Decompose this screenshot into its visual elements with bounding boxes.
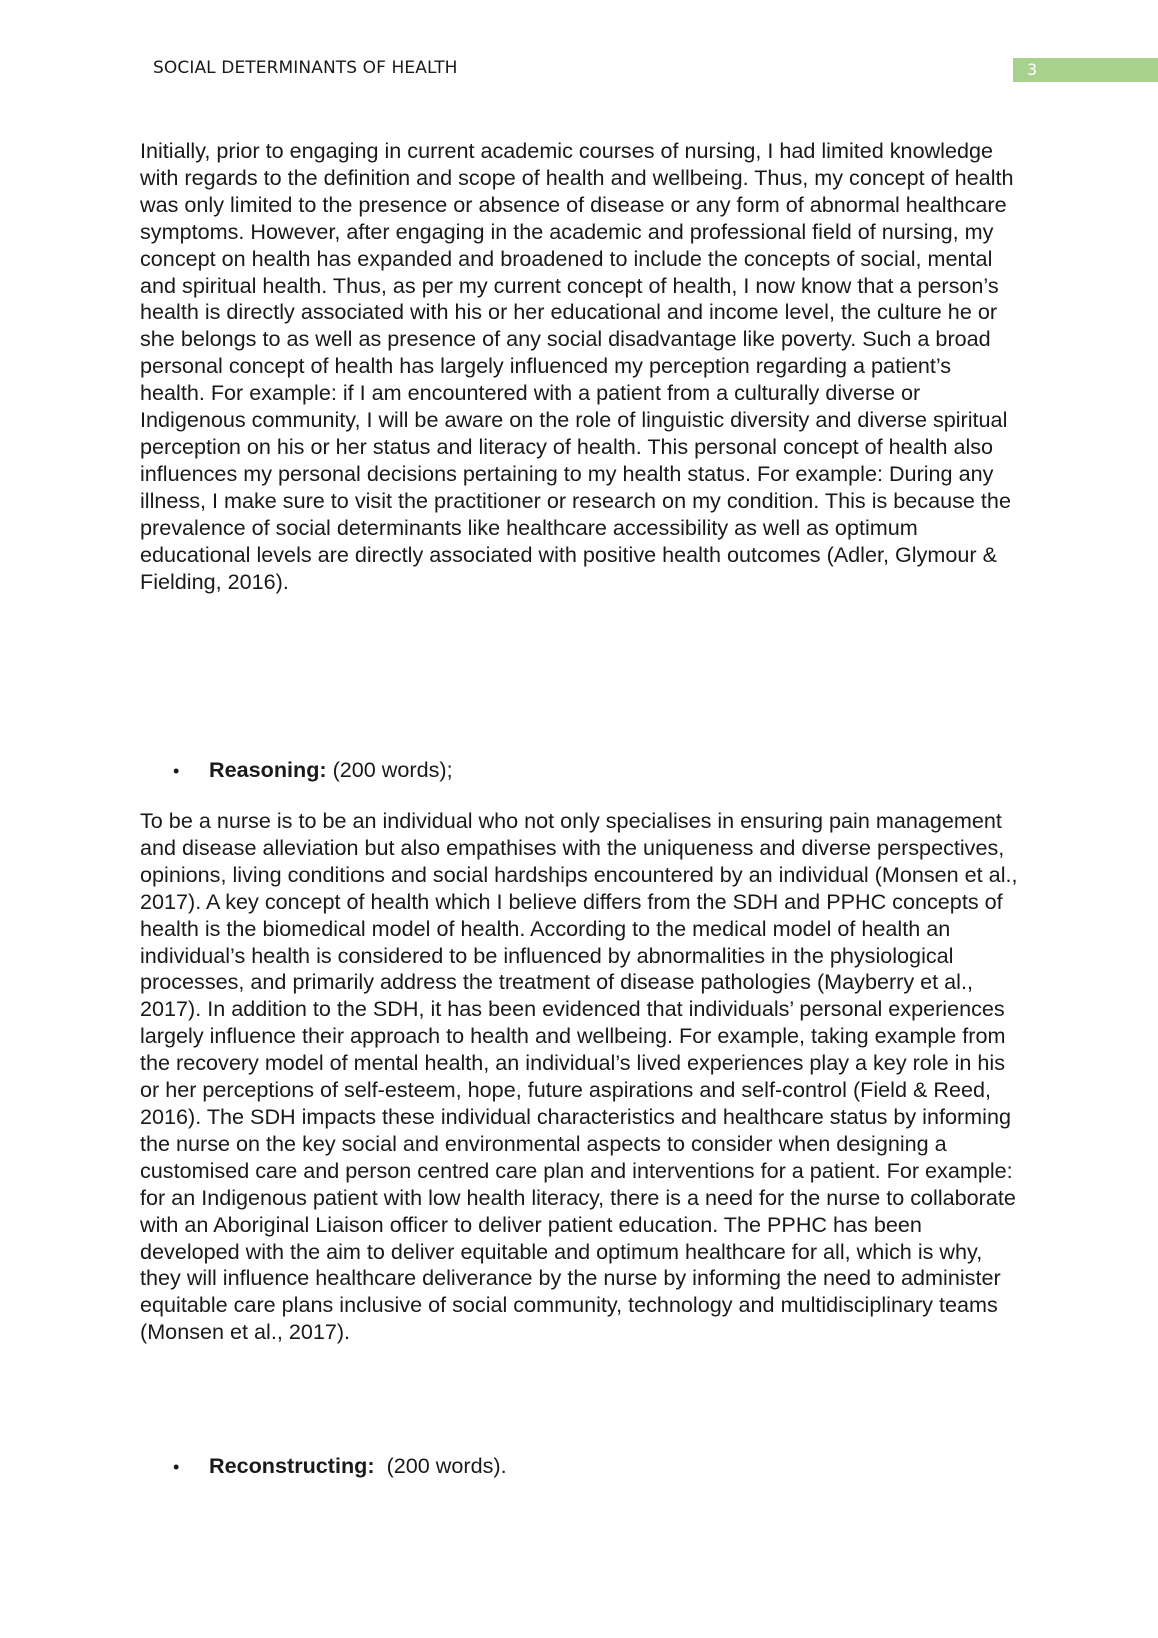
bullet-dot-icon: • xyxy=(173,761,180,781)
bullet-dot-icon: • xyxy=(173,1457,180,1477)
bullet-detail: (200 words). xyxy=(386,1453,507,1478)
bullet-item-reasoning xyxy=(173,756,453,785)
bullet-heading: Reasoning: xyxy=(209,757,327,782)
body-paragraph-reasoning: To be a nurse is to be an individual who not only specialises in ensuring pain management and disease alleviation but also empathises with the uniqueness and diverse perspectives, opinions, living conditions and social hardships encountered by an individual (Monsen et al., 2017). A key concept of health which I believe differs from the SDH and PPHC concepts of health is the biomedical model of health. According to the medical model of health an individual’s health is considered to be influenced by abnormalities in the physiological processes, and primarily address the treatment of disease pathologies (Mayberry et al., 2017). In addition to the SDH, it has been evidenced that individuals’ personal experiences largely influence their approach to health and wellbeing. For example, taking example from the recovery model of mental health, an individual’s lived experiences play a key role in his or her perceptions of self-esteem, hope, future aspirations and self-control (Field & Reed, 2016). The SDH impacts these individual characteristics and healthcare status by informing the nurse on the key social and environmental aspects to consider when designing a customised care and person centred care plan and interventions for a patient. For example: for an Indigenous patient with low health literacy, there is a need for the nurse to collaborate with an Aboriginal Liaison officer to deliver patient education. The PPHC has been developed with the aim to deliver equitable and optimum healthcare for all, which is why, they will influence healthcare deliverance by the nurse by informing the need to administer equitable care plans inclusive of social community, technology and multidisciplinary teams (Monsen et al., 2017). xyxy=(140,808,1018,1345)
body-paragraph-concept-of-health: Initially, prior to engaging in current academic courses of nursing, I had limited knowledge with regards to the definition and scope of health and wellbeing. Thus, my concept of health was only limited to the presence or absence of disease or any form of abnormal healthcare symptoms. However, after engaging in the academic and professional field of nursing, my concept on health has expanded and broadened to include the concepts of social, mental and spiritual health. Thus, as per my current concept of health, I now know that a person’s health is directly associated with his or her educational and income level, the culture he or she belongs to as well as presence of any social disadvantage like poverty. Such a broad personal concept of health has largely influenced my perception regarding a patient’s health. For example: if I am encountered with a patient from a culturally diverse or Indigenous community, I will be aware on the role of linguistic diversity and diverse spiritual perception on his or her status and literacy of health. This personal concept of health also influences my personal decisions pertaining to my health status. For example: During any illness, I make sure to visit the practitioner or research on my condition. This is because the prevalence of social determinants like healthcare accessibility as well as optimum educational levels are directly associated with positive health outcomes (Adler, Glymour & Fielding, 2016). xyxy=(140,138,1014,594)
page-number-badge: 3 xyxy=(1013,58,1158,82)
running-header-title: SOCIAL DETERMINANTS OF HEALTH xyxy=(153,58,458,78)
bullet-heading: Reconstructing: xyxy=(209,1453,375,1478)
bullet-item-reconstructing xyxy=(173,1452,507,1481)
bullet-detail: (200 words); xyxy=(332,757,453,782)
